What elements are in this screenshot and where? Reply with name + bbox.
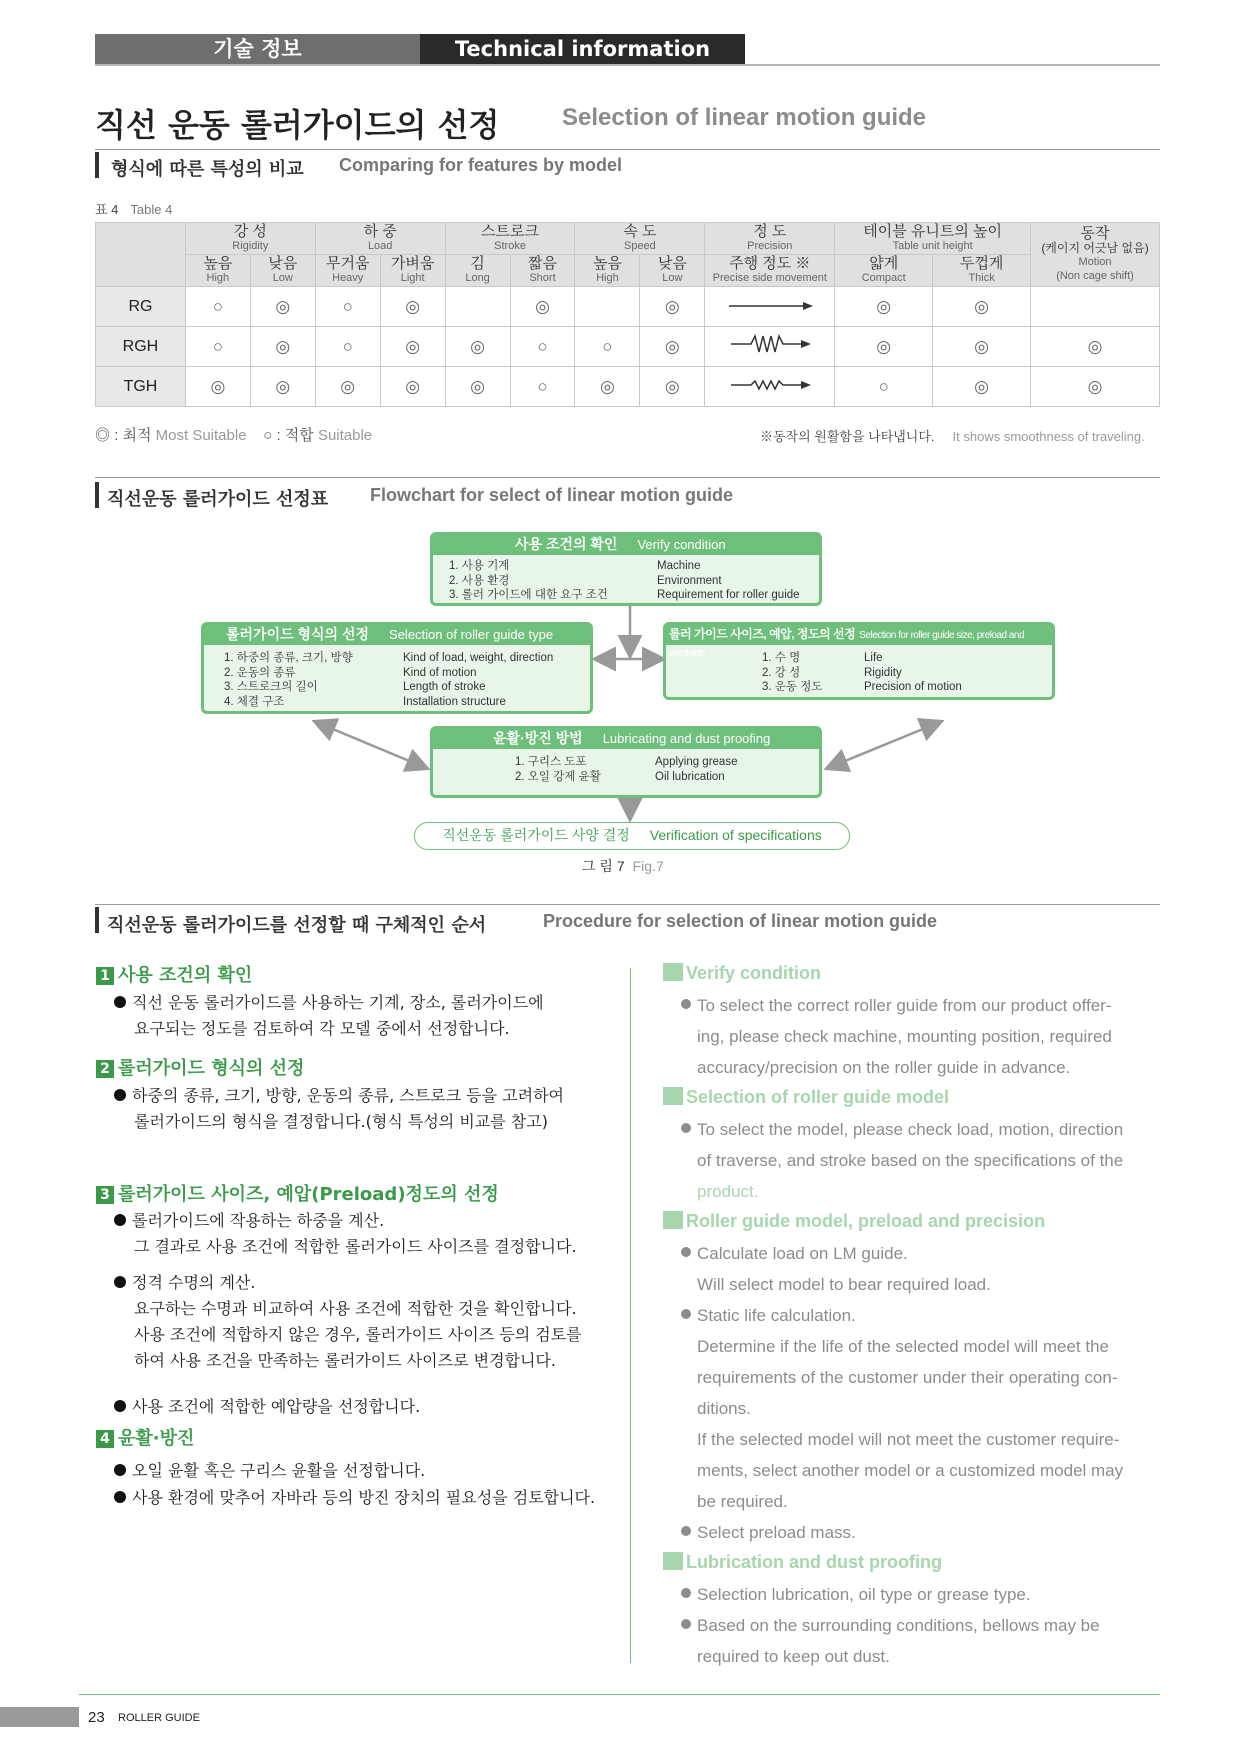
sub-header: 주행 정도 ※ Precise side movement [705,255,835,287]
table-cell: ◎ [1031,367,1160,407]
table-cell: ◎ [250,367,315,407]
step3-heading-korean: 3 롤러가이드 사이즈, 예압(Preload)정도의 선정 [96,1180,499,1206]
table-cell: ○ [185,287,250,327]
table-cell: ◎ [835,287,933,327]
footer-label: ROLLER GUIDE [118,1712,200,1724]
step2-heading-english: Selection of roller guide model [663,1087,949,1108]
header-table-unit-height: 테이블 유니트의 높이 Table unit height [835,223,1031,255]
table-cell: ○ [185,327,250,367]
step3-text-korean-b: 정격 수명의 계산. 요구하는 수명과 비교하여 사용 조건에 적합한 것을 확인합니다. 사용 조건에 적합하지 않은 경우, 롤러가이드 사이즈 등의 검토를 하여 사용 조건을 만족하는 롤러가이드 사이즈로 변경합니다. [114,1270,582,1374]
table-cell: ◎ [185,367,250,407]
step2-heading-korean: 2 롤러가이드 형식의 선정 [96,1054,304,1080]
table-cell: ◎ [445,327,510,367]
section3-rule [95,904,1160,905]
table-cell: ◎ [835,327,933,367]
flow-size-box: 롤러 가이드 사이즈, 예압, 정도의 선정 Selection for roller guide size, preload and precision 1. 수 명 2. 강 성 3. 운동 정도 Life Rigidity Precision of motion [663,622,1055,700]
section2-title-english: Flowchart for select of linear motion guide [370,485,734,505]
verify-items-korean: 1. 사용 기계 2. 사용 환경 3. 롤러 가이드에 대한 요구 조건 [449,560,608,601]
table-cell: ○ [835,367,933,407]
header-precision: 정 도 Precision [705,223,835,255]
table-cell: ○ [510,327,575,367]
step3-text-english: Calculate load on LM guide. Will select model to bear required load. Static life calculation. Determine if the life of the selected model will meet the requirements of the customer under their operating con- ditions. If the selected model will not meet the customer require- ments, select another model or a customized model may be required. Select preload mass. [681,1238,1161,1548]
sub-header: 높음 High [185,255,250,287]
table-cell: ○ [510,367,575,407]
step3-text-korean-a: 롤러가이드에 작용하는 하중을 계산. 그 결과로 사용 조건에 적합한 롤러가이드 사이즈를 결정합니다. [114,1208,577,1260]
flow-verify-box: 사용 조건의 확인 Verify condition 1. 사용 기계 2. 사용 환경 3. 롤러 가이드에 대한 요구 조건 Machine Environment Requirement for roller guide [430,532,822,606]
table-cell: ◎ [380,287,445,327]
flow-lubrication-box: 윤활·방진 방법 Lubricating and dust proofing 1. 구리스 도포 2. 오일 강제 윤활 Applying grease Oil lubrication [430,726,822,798]
section3-title-english: Procedure for selection of linear motion guide [543,911,938,931]
verify-items-english: Machine Environment Requirement for roller guide [657,560,800,601]
type-items-korean: 1. 하중의 종류, 크기, 방향 2. 운동의 종류 3. 스트로크의 길이 4. 체결 구조 [224,652,353,708]
sub-header: 얇게 Compact [835,255,933,287]
sub-header: 낮음 Low [640,255,705,287]
sub-header: 높음 High [575,255,640,287]
row-model-name: RGH [96,327,186,367]
header-speed: 속 도 Speed [575,223,705,255]
footer-rule [79,1694,1160,1695]
sub-header: 가벼움 Light [380,255,445,287]
page-title-english: Selection of linear motion guide [562,104,927,131]
table-cell: ◎ [640,287,705,327]
table-cell: ◎ [250,287,315,327]
step4-heading-korean: 4 윤활·방진 [96,1424,194,1450]
header-stroke: 스트로크 Stroke [445,223,575,255]
table-cell: ◎ [640,367,705,407]
table-cell: ◎ [575,367,640,407]
row-model-name: RG [96,287,186,327]
column-divider [630,968,631,1663]
table-cell: ◎ [933,327,1031,367]
table-cell: ◎ [380,367,445,407]
size-items-english: Life Rigidity Precision of motion [864,652,962,693]
table-caption: 표 4 Table 4 [95,202,173,217]
row-model-name: TGH [96,367,186,407]
table-cell: ◎ [315,367,380,407]
step1-heading-korean: 1 사용 조건의 확인 [96,961,252,987]
step3-text-korean-c: 사용 조건에 적합한 예압량을 선정합니다. [114,1394,420,1420]
table-cell: ◎ [510,287,575,327]
type-items-english: Kind of load, weight, direction Kind of motion Length of stroke Installation structure [403,652,554,708]
figure-caption: 그 림 7 Fig.7 [582,858,664,874]
footer-bar [0,1707,79,1727]
table-cell: ○ [315,287,380,327]
table-cell: ◎ [380,327,445,367]
header-tab-english: Technical information [420,34,745,64]
page-title-korean: 직선 운동 롤러가이드의 선정 [95,106,500,144]
step2-text-english: To select the model, please check load, motion, direction of traverse, and stroke based on the specifications of the product. [681,1114,1161,1207]
table-cell: ◎ [1031,327,1160,367]
sub-header: 두껍게 Thick [933,255,1031,287]
table-legend: ◎ : 최적 Most Suitable ○ : 적합 Suitable [95,427,373,444]
lube-items-korean: 1. 구리스 도포 2. 오일 강제 윤활 [515,756,601,783]
step1-heading-english: Verify condition [663,963,821,984]
header-rigidity: 강 성 Rigidity [185,223,315,255]
sub-header: 짧음 Short [510,255,575,287]
flow-specification-pill: 직선운동 롤러가이드 사양 결정 Verification of specifications [414,822,850,850]
header-tab-korean: 기술 정보 [95,34,420,64]
section1-title-english: Comparing for features by model [339,155,623,175]
page-number: 23 [88,1709,105,1726]
table-cell: ○ [575,327,640,367]
table-cell: ◎ [933,367,1031,407]
header-motion: 동작 (케이지 어긋남 없음) Motion (Non cage shift) [1031,223,1160,287]
size-items-korean: 1. 수 명 2. 강 성 3. 운동 정도 [762,652,823,693]
table-cell: ◎ [640,327,705,367]
sub-header: 무거움 Heavy [315,255,380,287]
table-cell: ◎ [250,327,315,367]
table-cell: ◎ [933,287,1031,327]
table-note: ※동작의 원활함을 나타냅니다. It shows smoothness of traveling. [760,429,1145,444]
section-marker [95,907,99,933]
table-cell: ◎ [445,367,510,407]
table-cell: ○ [315,327,380,367]
step4-text-english: Selection lubrication, oil type or grease type. Based on the surrounding conditions, bellows may be required to keep out dust. [681,1579,1161,1672]
header-load: 하 중 Load [315,223,445,255]
step4-text-korean: 오일 윤활 혹은 구리스 윤활을 선정합니다. 사용 환경에 맞추어 자바라 등의 방진 장치의 필요성을 검토합니다. [114,1458,595,1511]
step3-heading-english: Roller guide model, preload and precision [663,1211,1045,1232]
step1-text-english: To select the correct roller guide from our product offer- ing, please check machine, mounting position, required accuracy/precision on the roller guide in advance. [681,990,1161,1083]
step2-text-korean: 하중의 종류, 크기, 방향, 운동의 종류, 스트로크 등을 고려하여 롤러가이드의 형식을 결정합니다.(형식 특성의 비교를 참고) [114,1083,564,1135]
flow-type-box: 롤러가이드 형식의 선정 Selection of roller guide type 1. 하중의 종류, 크기, 방향 2. 운동의 종류 3. 스트로크의 길이 4. 체결 구조 Kind of load, weight, direction Kind of motion Length of stroke Installation structure [201,622,593,714]
section3-title-korean: 직선운동 롤러가이드를 선정할 때 구체적인 순서 [107,915,487,936]
section2-title-korean: 직선운동 롤러가이드 선정표 [107,489,329,510]
sub-header: 낮음 Low [250,255,315,287]
step4-heading-english: Lubrication and dust proofing [663,1552,942,1573]
step1-text-korean: 직선 운동 롤러가이드를 사용하는 기계, 장소, 롤러가이드에 요구되는 정도를 검토하여 각 모델 중에서 선정합니다. [114,990,544,1042]
section1-title-korean: 형식에 따른 특성의 비교 [111,159,304,180]
sub-header: 김 Long [445,255,510,287]
lube-items-english: Applying grease Oil lubrication [655,756,738,783]
